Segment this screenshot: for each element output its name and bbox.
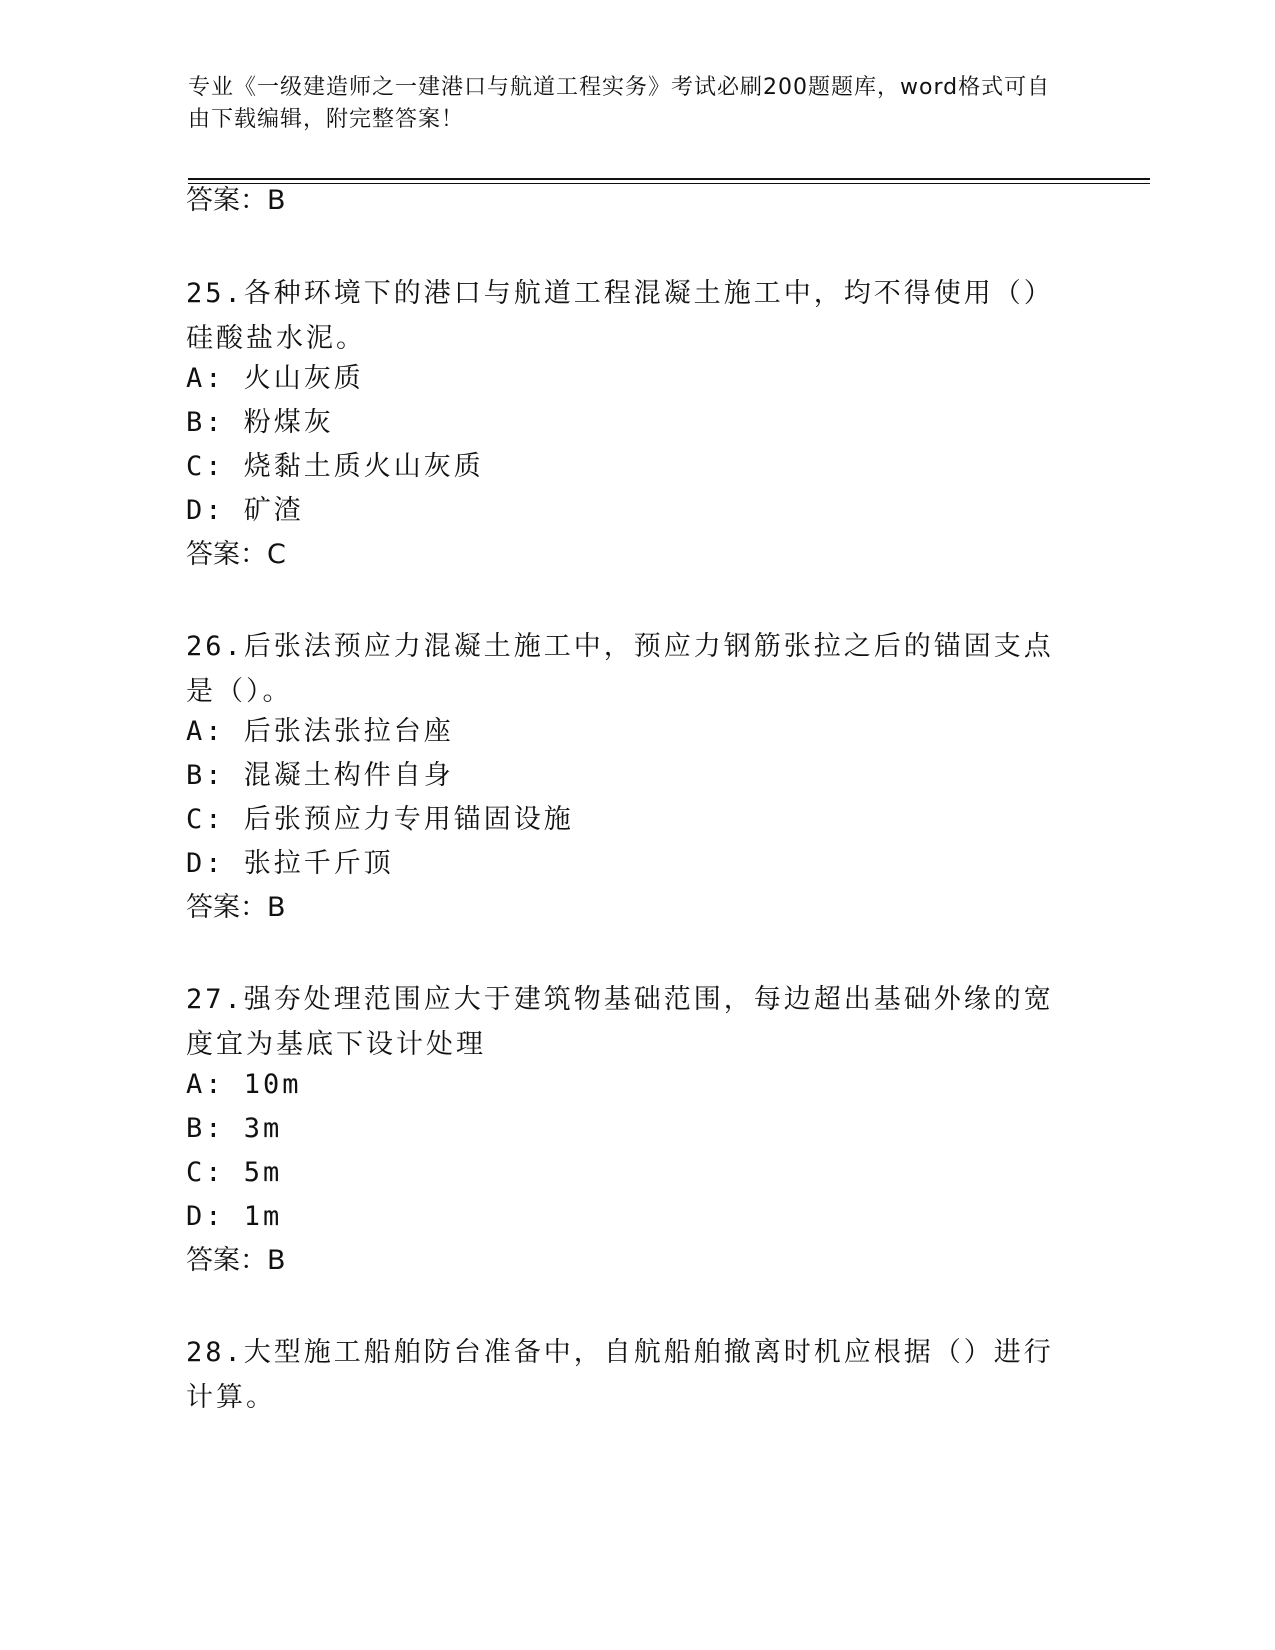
question-26-stem: 26.后张法预应力混凝土施工中，预应力钢筋张拉之后的锚固支点是（）。: [186, 631, 1054, 707]
question-25-option-b: B: 粉煤灰: [186, 407, 334, 438]
question-25-stem: 25.各种环境下的港口与航道工程混凝土施工中，均不得使用（）硅酸盐水泥。: [186, 278, 1054, 354]
answer-label-q24: 答案：B: [186, 185, 286, 216]
question-27-answer: 答案：B: [186, 1245, 286, 1276]
question-25-answer: 答案：C: [186, 539, 286, 570]
question-26-option-b: B: 混凝土构件自身: [186, 760, 454, 791]
question-27-option-b: B: 3m: [186, 1113, 283, 1144]
question-26-option-a: A: 后张法张拉台座: [186, 716, 454, 747]
question-27-stem: 27.强夯处理范围应大于建筑物基础范围，每边超出基础外缘的宽度宜为基底下设计处理: [186, 984, 1054, 1060]
question-27-option-c: C: 5m: [186, 1157, 283, 1188]
question-28-stem: 28.大型施工船舶防台准备中，自航船舶撤离时机应根据（）进行计算。: [186, 1337, 1054, 1413]
question-27-option-a: A: 10m: [186, 1069, 302, 1100]
question-25-option-a: A: 火山灰质: [186, 363, 364, 394]
header-divider-thin: [188, 183, 1150, 184]
question-27-option-d: D: 1m: [186, 1201, 283, 1232]
question-25-option-d: D: 矿渣: [186, 495, 304, 526]
header-divider-thick: [188, 178, 1150, 180]
question-26-option-c: C: 后张预应力专用锚固设施: [186, 804, 574, 835]
document-header: 专业《一级建造师之一建港口与航道工程实务》考试必刷200题题库，word格式可自由下载编辑，附完整答案！: [188, 75, 1051, 132]
question-26-option-d: D: 张拉千斤顶: [186, 848, 394, 879]
question-26-answer: 答案：B: [186, 892, 286, 923]
question-25-option-c: C: 烧黏土质火山灰质: [186, 451, 484, 482]
